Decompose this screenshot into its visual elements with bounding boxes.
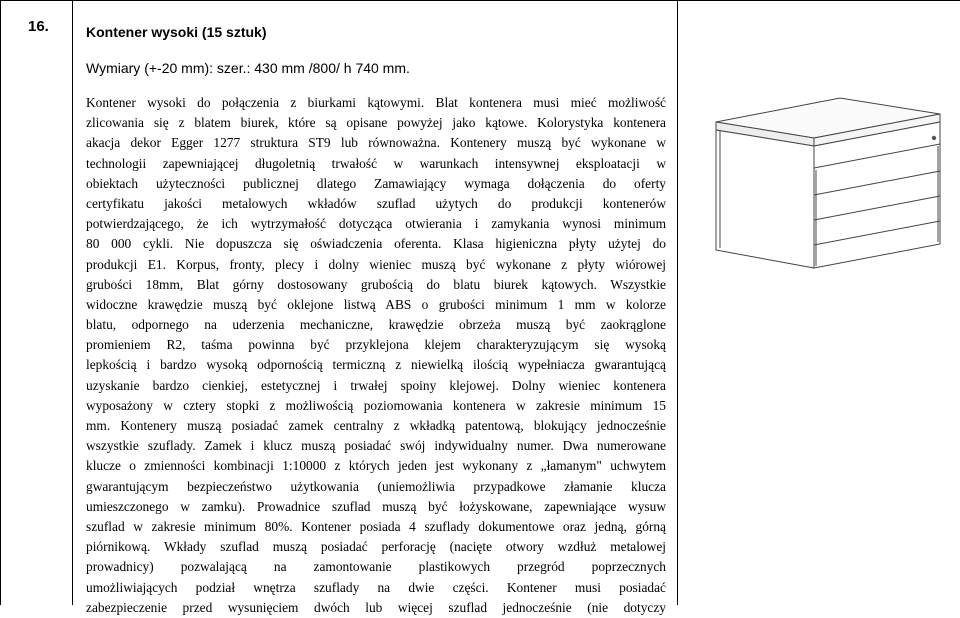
drawer-cabinet-illustration-icon [712,96,942,271]
item-description [86,93,666,618]
description-line: certyfikatu jakości metalowych wkładów szuflad użytych do produkcji kontenerów [86,195,666,211]
description-line: grubości 18mm, Blat górny dostosowany grubością do blatu biurek kątowych. Wszystkie [86,276,666,292]
table-border-left [0,0,1,605]
description-line: klucze o zmienności kombinacji 1:10000 z których jeden jest wykonany z „łamanym" uchwytem [86,458,666,474]
item-number: 16. [28,18,49,35]
description-line: lepkością i bardzo wysoką odpornością termiczną z niewielką ilością wypełniacza gwarantującą [86,357,666,373]
description-line: umożliwiających podział wnętrza szuflady na dwie części. Kontener musi posiadać [86,579,666,595]
description-line: promieniem R2, taśma powinna być przyklejona klejem charakteryzującym się wysoką [86,337,666,353]
description-line: mm. Kontenery muszą posiadać zamek centralny z wkładką patentową, blokujący jednocześnie [86,418,666,433]
table-border-top [0,0,960,1]
description-line: zabezpieczenie przed wysunięciem dwóch lub więcej szuflad jednocześnie (nie dotyczy [86,599,666,615]
description-line: 80 000 cykli. Nie dopuszcza się oświadczenia oferenta. Klasa higieniczna płyty użytej do [86,236,666,252]
item-dimensions: Wymiary (+-20 mm): szer.: 430 mm /800/ h 740 mm. [86,60,410,76]
description-line: umieszczonego w zamku). Prowadnice szuflad muszą być łożyskowane, zapewniające wysuw [86,498,666,514]
description-line: produkcji E1. Korpus, fronty, plecy i dolny wieniec muszą być wykonane z płyty wiórowej [86,256,666,272]
column-divider-number [72,0,73,605]
description-line: wszystkie szuflady. Zamek i klucz muszą posiadać swój indywidualny numer. Dwa numerowane [86,438,666,454]
description-line: zlicowania się z blatem biurek, które są opisane powyżej jako kątowe. Kolorystyka kontenera [86,115,666,131]
description-line: Kontener wysoki do połączenia z biurkami kątowymi. Blat kontenera musi mieć możliwość [86,95,666,110]
item-title: Kontener wysoki (15 sztuk) [86,24,267,40]
description-line: piórnikową. Wkłady szuflad muszą posiadać perforację (nacięte otwory wzdłuż metalowej [86,539,666,555]
description-line: technologii zapewniającej długoletnią trwałość w warunkach intensywnej eksploatacji w [86,155,666,171]
description-line: szuflad w zakresie minimum 80%. Kontener posiada 4 szuflady dokumentowe oraz jedną, górną [86,518,666,534]
description-line: blatu, odpornego na uderzenia mechaniczne, krawędzie obrzeża muszą być zaokrąglone [86,317,666,333]
description-line: prowadnicy) pozwalającą na zamontowanie plastikowych przegród poprzecznych [86,559,666,575]
description-line: uzyskanie bardzo cienkiej, estetycznej i trwałej spoiny klejowej. Dolny wieniec kontenera [86,377,666,393]
description-line: gwarantującym bezpieczeństwo użytkowania (uniemożliwia przypadkowe złamanie klucza [86,478,666,494]
description-line: obiektach użyteczności publicznej dlatego Zamawiający wymaga dołączenia do oferty [86,175,666,191]
description-line: potwierdzającego, że ich wytrzymałość dotycząca otwierania i zamykania wynosi minimum [86,216,666,232]
description-line: wyposażony w cztery stopki z możliwością poziomowania kontenera w zakresie minimum 15 [86,397,666,413]
description-line: akacja dekor Egger 1277 struktura ST9 lub równoważna. Kontenery muszą być wykonane w [86,135,666,151]
column-divider-image [677,0,678,605]
description-line: widoczne krawędzie muszą być oklejone listwą ABS o grubości minimum 1 mm w kolorze [86,296,666,312]
